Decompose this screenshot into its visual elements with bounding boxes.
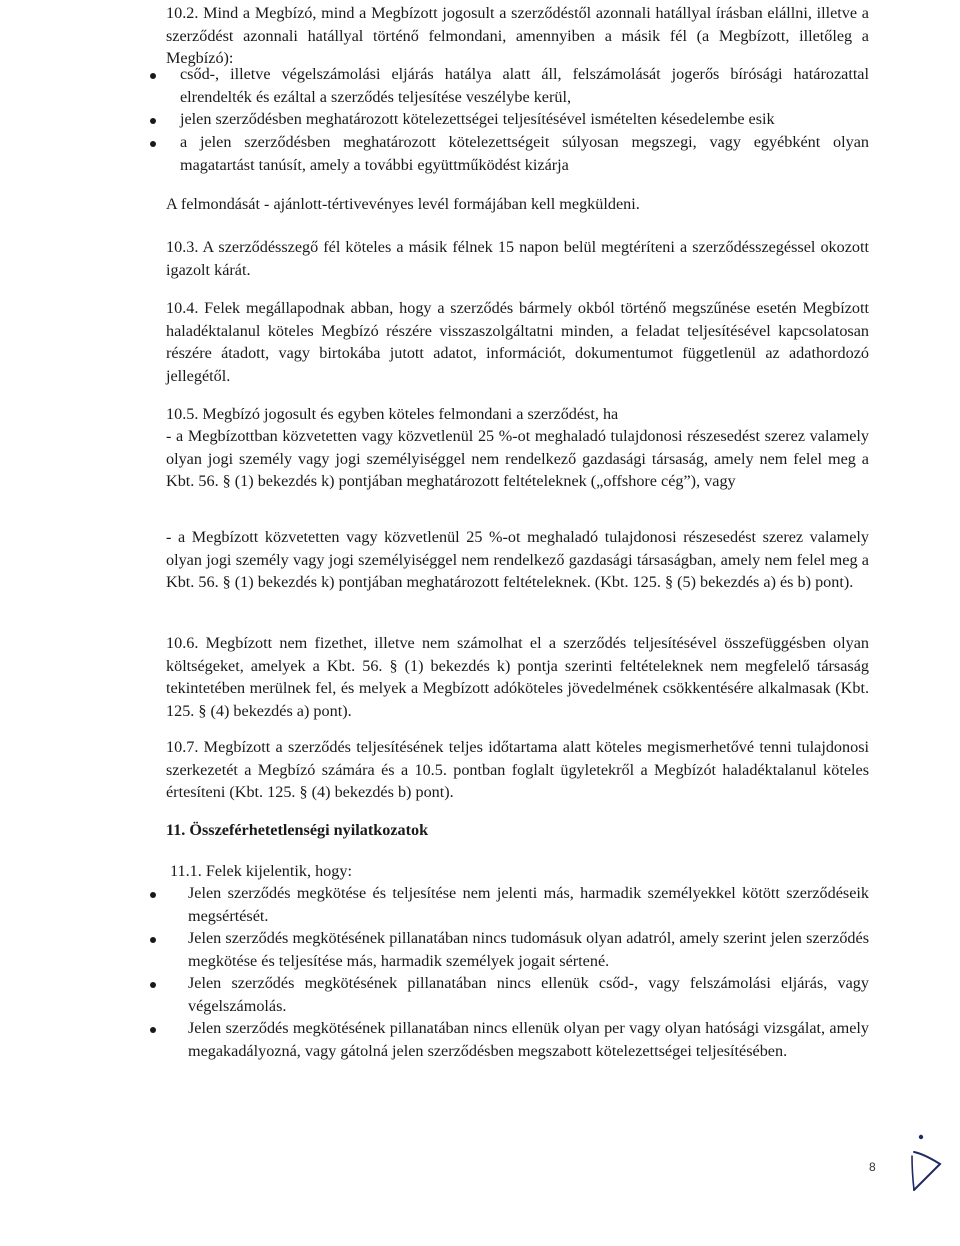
bullet-marker xyxy=(150,1027,156,1033)
section-10-2-bullet-1: csőd-, illetve végelszámolási eljárás hatálya alatt áll, felszámolását jogerős bírósági határozattal elrendelték és ezáltal a szerződés teljesítése veszélybe kerül, xyxy=(180,65,869,106)
section-10-7: 10.7. Megbízott a szerződés teljesítésének teljes időtartama alatt köteles megismerhetővé tenni tulajdonosi szerkezetét a Megbízó számára és a 10.5. pontban foglalt ügyletekről a Megbízót haladéktalanul köteles értesíteni (Kbt. 125. § (4) bekezdés b) pont). xyxy=(166,738,869,801)
bullet-marker xyxy=(150,982,156,988)
section-10-4: 10.4. Felek megállapodnak abban, hogy a szerződés bármely okból történő megszűnése esetén Megbízott haladéktalanul köteles Megbízó részére visszaszolgáltatni minden, a feladat teljesítésével kapcsolatosan részére átadott, vagy birtokába jutott adatot, információt, dokumentumot függetlenül az adathordozó jellegétől. xyxy=(166,299,869,385)
section-11-bullet-1: Jelen szerződés megkötése és teljesítése nem jelenti más, harmadik személyekkel kötött szerződéseik megsértését. xyxy=(188,884,869,925)
section-10-2-note: A felmondását - ajánlott-tértivevényes levél formájában kell megküldeni. xyxy=(166,195,640,213)
section-10-6: 10.6. Megbízott nem fizethet, illetve nem számolhat el a szerződés teljesítésével összefüggésben olyan költségeket, amelyek a Kbt. 56. § (1) bekezdés k) pontja szerinti feltételeknek nem megfelelő társaság tekintetében merülnek fel, és melyek a Megbízott adóköteles jövedelmének csökkentésére alkalmasak (Kbt. 125. § (4) bekezdés a) pont). xyxy=(166,634,869,720)
bullet-marker xyxy=(150,892,156,898)
section-11-bullet-2: Jelen szerződés megkötésének pillanatában nincs tudomásuk olyan adatról, amely szerint jelen szerződés megkötése és teljesítése más, harmadik személyek jogait sértené. xyxy=(188,929,869,970)
bullet-marker xyxy=(150,141,156,147)
section-10-5-intro: 10.5. Megbízó jogosult és egyben köteles felmondani a szerződést, ha xyxy=(166,405,619,423)
section-11-heading: 11. Összeférhetetlenségi nyilatkozatok xyxy=(166,821,429,839)
section-11-bullet-4: Jelen szerződés megkötésének pillanatában nincs ellenük olyan per vagy olyan hatósági vizsgálat, amely megakadályozná, vagy gátolná jelen szerződésben megszabott kötelezettségei teljesítésében. xyxy=(188,1019,869,1060)
section-10-2-bullet-3: a jelen szerződésben meghatározott kötelezettségeit súlyosan megszegi, vagy egyébként olyan magatartást tanúsít, amely a további együttműködést kizárja xyxy=(180,133,869,174)
section-10-5-item-1: - a Megbízottban közvetetten vagy közvetlenül 25 %-ot meghaladó tulajdonosi részesedést szerez valamely olyan jogi személy vagy jogi személyiséggel nem rendelkező gazdasági társaság, amely nem felel meg a Kbt. 56. § (1) bekezdés k) pontjában meghatározott feltételeknek („offshore cég”), vagy xyxy=(166,427,869,490)
bullet-marker xyxy=(150,73,156,79)
bullet-marker xyxy=(150,118,156,124)
section-10-2-bullet-2: jelen szerződésben meghatározott kötelezettségei teljesítésével ismételten késedelembe esik xyxy=(180,110,775,128)
section-10-3: 10.3. A szerződésszegő fél köteles a másik félnek 15 napon belül megtéríteni a szerződésszegéssel okozott igazolt kárát. xyxy=(166,238,869,279)
section-11-1-intro: 11.1. Felek kijelentik, hogy: xyxy=(170,862,352,880)
section-10-5-item-2: - a Megbízott közvetetten vagy közvetlenül 25 %-ot meghaladó tulajdonosi részesedést szerez valamely olyan jogi személy vagy jogi személyiséggel nem rendelkező gazdasági társaságban, amely nem felel meg a Kbt. 56. § (1) bekezdés k) pontjában meghatározott feltételeknek. (Kbt. 125. § (5) bekezdés a) és b) pont). xyxy=(166,528,869,591)
signature-mark xyxy=(900,1128,952,1208)
section-10-2-intro: 10.2. Mind a Megbízó, mind a Megbízott jogosult a szerződéstől azonnali hatállyal írásban elállni, illetve a szerződést azonnali hatállyal történő felmondani, amennyiben a másik fél (a Megbízott, illetőleg a Megbízó): xyxy=(166,4,869,67)
section-11-bullet-3: Jelen szerződés megkötésének pillanatában nincs ellenük csőd-, vagy felszámolási eljárás, vagy végelszámolás. xyxy=(188,974,869,1015)
page-number: 8 xyxy=(869,1160,876,1174)
bullet-marker xyxy=(150,937,156,943)
